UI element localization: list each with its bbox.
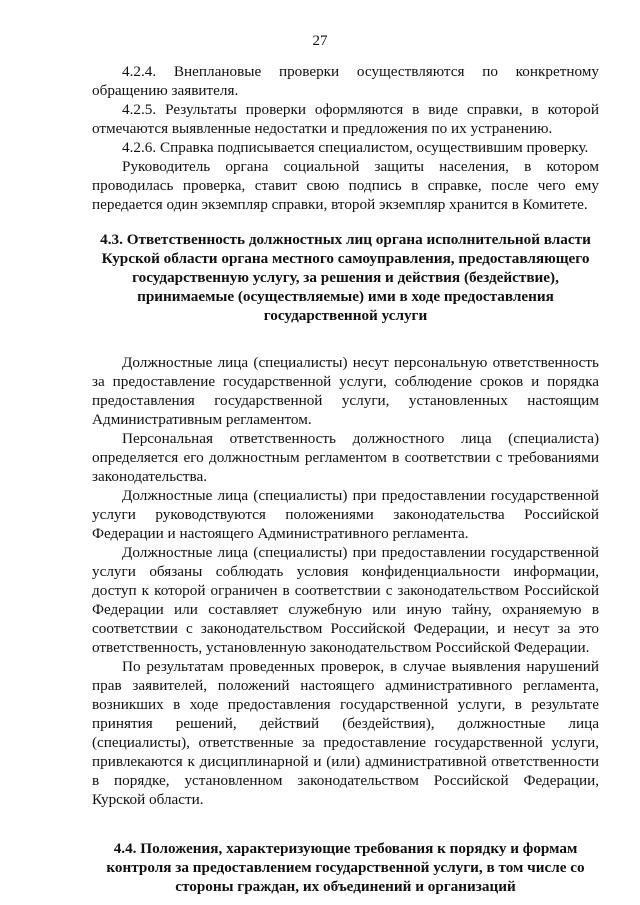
paragraph-head-signature: Руководитель органа социальной защиты населения, в котором проводилась проверка, ставит свою подпись в справке, после чего ему передается один экземпляр справки, второй экземпляр хранится в Комитете. xyxy=(92,158,599,213)
page-number: 27 xyxy=(312,33,328,49)
section-4-3-paragraph: По результатам проведенных проверок, в случае выявления нарушений прав заявителей, положений настоящего административного регламента, возникших в ходе предоставления государственной услуги, в результате принятия решений, действий (бездействия), должностные лица (специалисты), ответственные за предоставление государственной услуги, привлекаются к дисциплинарной и (или) административной ответственности в порядке, установленном законодательством Российской Федерации, Курской области. xyxy=(92,658,599,808)
section-4-3-paragraph: Должностные лица (специалисты) при предоставлении государственной услуги обязаны соблюдать условия конфиденциальности информации, доступ к которой ограничен в соответствии с законодательством Российской Федерации или составляет служебную или иную тайну, охраняемую в соответствии с законодательством Российской Федерации, и несут за это ответственность, установленную законодательством Российской Федерации. xyxy=(92,544,599,656)
paragraph-4-2-5: 4.2.5. Результаты проверки оформляются в виде справки, в которой отмечаются выявленные недостатки и предложения по их устранению. xyxy=(92,101,599,137)
paragraph-4-2-4: 4.2.4. Внеплановые проверки осуществляются по конкретному обращению заявителя. xyxy=(92,63,599,99)
section-4-3-heading: 4.3. Ответственность должностных лиц органа исполнительной власти Курской области органа местного самоуправления, предоставляющего государственную услугу, за решения и действия (бездействие), принимаемые (осуществляемые) ими в ходе предоставления государственной услуги xyxy=(100,231,591,324)
section-4-3-paragraph: Должностные лица (специалисты) несут персональную ответственность за предоставление государственной услуги, соблюдение сроков и порядка предоставления государственной услуги, установленных настоящим Административным регламентом. xyxy=(92,354,599,428)
section-4-3-paragraph: Персональная ответственность должностного лица (специалиста) определяется его должностным регламентом в соответствии с требованиями законодательства. xyxy=(92,430,599,485)
section-4-3-paragraph: Должностные лица (специалисты) при предоставлении государственной услуги руководствуются положениями законодательства Российской Федерации и настоящего Административного регламента. xyxy=(92,487,599,542)
paragraph-4-2-6: 4.2.6. Справка подписывается специалистом, осуществившим проверку. xyxy=(122,139,589,156)
page-content xyxy=(92,62,599,896)
section-4-4-heading: 4.4. Положения, характеризующие требования к порядку и формам контроля за предоставлением государственной услуги, в том числе со стороны граждан, их объединений и организаций xyxy=(106,840,585,895)
